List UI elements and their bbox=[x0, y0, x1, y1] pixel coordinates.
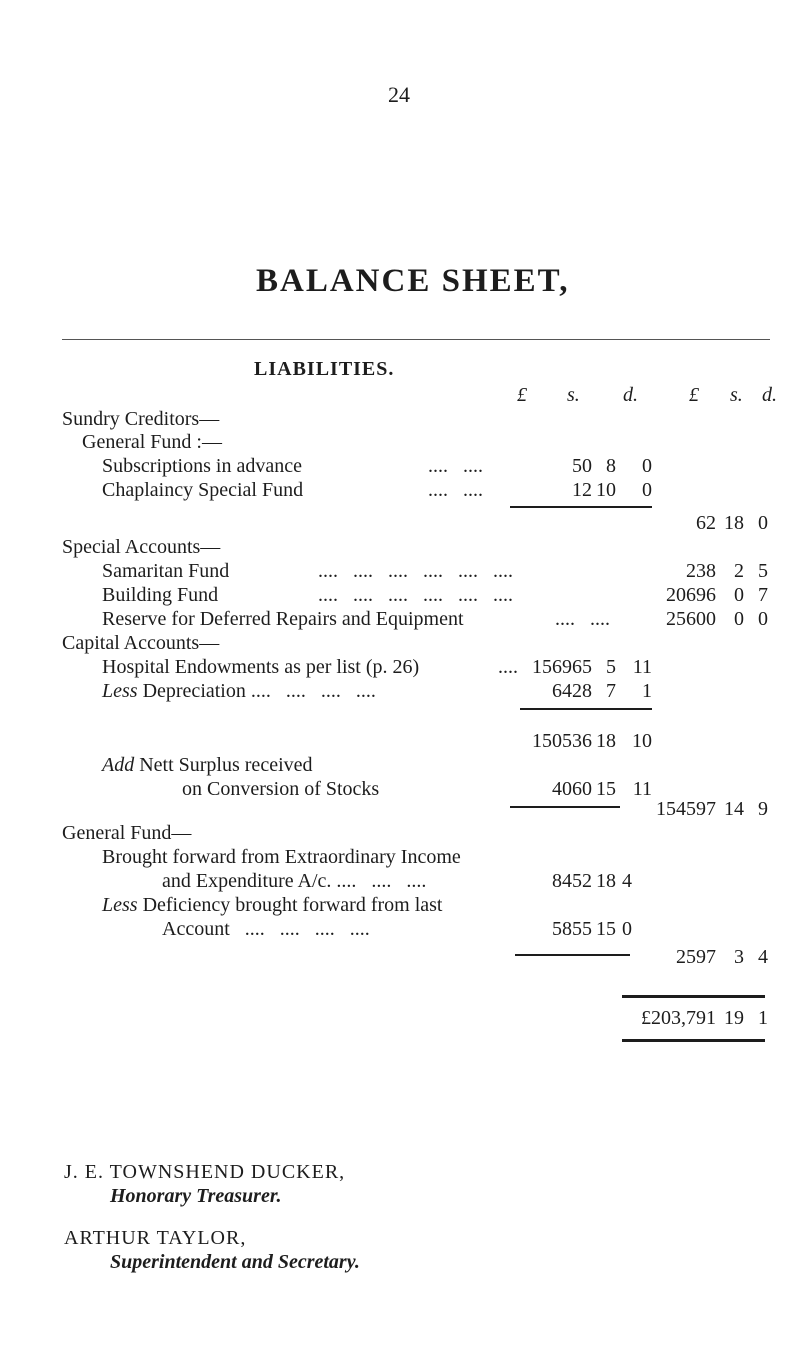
building-fund-label: Building Fund bbox=[102, 584, 219, 606]
amount-pounds: 5855 bbox=[552, 918, 592, 940]
amount-shillings: 8 bbox=[606, 455, 616, 477]
amount-shillings: 15 bbox=[596, 778, 616, 800]
subscriptions-label: Subscriptions in advance bbox=[102, 455, 302, 477]
section-title: LIABILITIES. bbox=[254, 358, 395, 380]
secretary-name: ARTHUR TAYLOR, bbox=[64, 1227, 247, 1249]
general-total-shillings: 3 bbox=[734, 946, 744, 968]
amount-shillings: 5 bbox=[606, 656, 616, 678]
less-word: Less bbox=[102, 894, 138, 916]
deficiency-label bbox=[102, 894, 442, 916]
add-surplus-text: Nett Surplus received bbox=[134, 754, 313, 776]
general-total-pounds: 2597 bbox=[676, 946, 716, 968]
amount-pounds: 238 bbox=[686, 560, 716, 582]
chaplaincy-label: Chaplaincy Special Fund bbox=[102, 479, 304, 501]
amount-pence: 1 bbox=[642, 680, 652, 702]
amount-shillings: 18 bbox=[596, 870, 616, 892]
sundry-total-pounds: 62 bbox=[696, 512, 716, 534]
amount-pence: 7 bbox=[758, 584, 768, 606]
amount-shillings: 2 bbox=[734, 560, 744, 582]
amount-pence: 5 bbox=[758, 560, 768, 582]
grand-total-pounds: £203,791 bbox=[641, 1007, 716, 1029]
capital-total-rule bbox=[510, 806, 620, 808]
capital-subtotal-pounds: 150536 bbox=[532, 730, 592, 752]
capital-total-pence: 9 bbox=[758, 798, 768, 820]
amount-pounds: 6428 bbox=[552, 680, 592, 702]
treasurer-title: Honorary Treasurer. bbox=[110, 1185, 282, 1207]
general-fund-subheading: General Fund :— bbox=[82, 431, 222, 453]
endowments-label: Hospital Endowments as per list (p. 26) bbox=[102, 656, 420, 678]
title-rule bbox=[62, 339, 770, 340]
brought-forward-label: Brought forward from Extraordinary Income bbox=[102, 846, 461, 868]
amount-pounds: 12 bbox=[572, 479, 592, 501]
amount-shillings: 0 bbox=[734, 608, 744, 630]
amount-pence: 0 bbox=[758, 608, 768, 630]
deficiency-text: Deficiency brought forward from last bbox=[137, 894, 443, 916]
sundry-rule bbox=[510, 506, 652, 508]
grand-total-top-rule bbox=[622, 995, 765, 998]
account-label: Account .... .... .... .... bbox=[162, 918, 370, 940]
amount-pence: 0 bbox=[622, 918, 632, 940]
brought-forward-label-2: and Expenditure A/c. .... .... .... bbox=[162, 870, 427, 892]
grand-total-bottom-rule bbox=[622, 1039, 765, 1042]
grand-total-pence: 1 bbox=[758, 1007, 768, 1029]
leader-dots: .... bbox=[498, 656, 518, 678]
sundry-total-pence: 0 bbox=[758, 512, 768, 534]
amount-pounds: 25600 bbox=[666, 608, 716, 630]
capital-subtotal-shillings: 18 bbox=[596, 730, 616, 752]
amount-shillings: 7 bbox=[606, 680, 616, 702]
add-surplus-label bbox=[102, 754, 313, 776]
amount-shillings: 15 bbox=[596, 918, 616, 940]
amount-pence: 11 bbox=[632, 778, 652, 800]
capital-total-shillings: 14 bbox=[724, 798, 744, 820]
secretary-title: Superintendent and Secretary. bbox=[110, 1251, 360, 1273]
less-word: Less bbox=[102, 680, 138, 702]
reserve-label: Reserve for Deferred Repairs and Equipment bbox=[102, 608, 464, 630]
col1-pence-header: d. bbox=[623, 384, 638, 406]
sundry-total-shillings: 18 bbox=[724, 512, 744, 534]
general-total-pence: 4 bbox=[758, 946, 768, 968]
leader-dots: .... .... .... .... .... .... bbox=[318, 560, 513, 582]
page-title: BALANCE SHEET, bbox=[256, 263, 570, 299]
amount-pounds: 20696 bbox=[666, 584, 716, 606]
col2-pence-header: d. bbox=[762, 384, 777, 406]
capital-rule bbox=[520, 708, 652, 710]
amount-shillings: 10 bbox=[596, 479, 616, 501]
capital-heading: Capital Accounts— bbox=[62, 632, 220, 654]
page-number: 24 bbox=[388, 82, 410, 107]
leader-dots: .... .... .... .... .... .... bbox=[318, 584, 513, 606]
general-rule bbox=[515, 954, 630, 956]
col1-shilling-header: s. bbox=[567, 384, 580, 406]
conversion-label: on Conversion of Stocks bbox=[182, 778, 380, 800]
col1-pound-header: £ bbox=[517, 384, 527, 406]
sundry-heading: Sundry Creditors— bbox=[62, 408, 220, 430]
depreciation-label bbox=[102, 680, 376, 702]
leader-dots: .... .... bbox=[428, 455, 483, 477]
amount-pence: 0 bbox=[642, 479, 652, 501]
capital-subtotal-pence: 10 bbox=[632, 730, 652, 752]
col2-pound-header: £ bbox=[689, 384, 699, 406]
leader-dots: .... .... bbox=[555, 608, 610, 630]
samaritan-label: Samaritan Fund bbox=[102, 560, 230, 582]
amount-pounds: 8452 bbox=[552, 870, 592, 892]
amount-pence: 11 bbox=[632, 656, 652, 678]
amount-shillings: 0 bbox=[734, 584, 744, 606]
capital-total-pounds: 154597 bbox=[656, 798, 716, 820]
depreciation-text: Depreciation .... .... .... .... bbox=[137, 680, 376, 702]
amount-pence: 4 bbox=[622, 870, 632, 892]
treasurer-name: J. E. TOWNSHEND DUCKER, bbox=[64, 1161, 346, 1183]
grand-total-shillings: 19 bbox=[724, 1007, 744, 1029]
add-word: Add bbox=[102, 754, 135, 776]
amount-pence: 0 bbox=[642, 455, 652, 477]
amount-pounds: 156965 bbox=[532, 656, 592, 678]
amount-pounds: 50 bbox=[572, 455, 592, 477]
general-fund-heading: General Fund— bbox=[62, 822, 192, 844]
amount-pounds: 4060 bbox=[552, 778, 592, 800]
special-heading: Special Accounts— bbox=[62, 536, 221, 558]
col2-shilling-header: s. bbox=[730, 384, 743, 406]
leader-dots: .... .... bbox=[428, 479, 483, 501]
